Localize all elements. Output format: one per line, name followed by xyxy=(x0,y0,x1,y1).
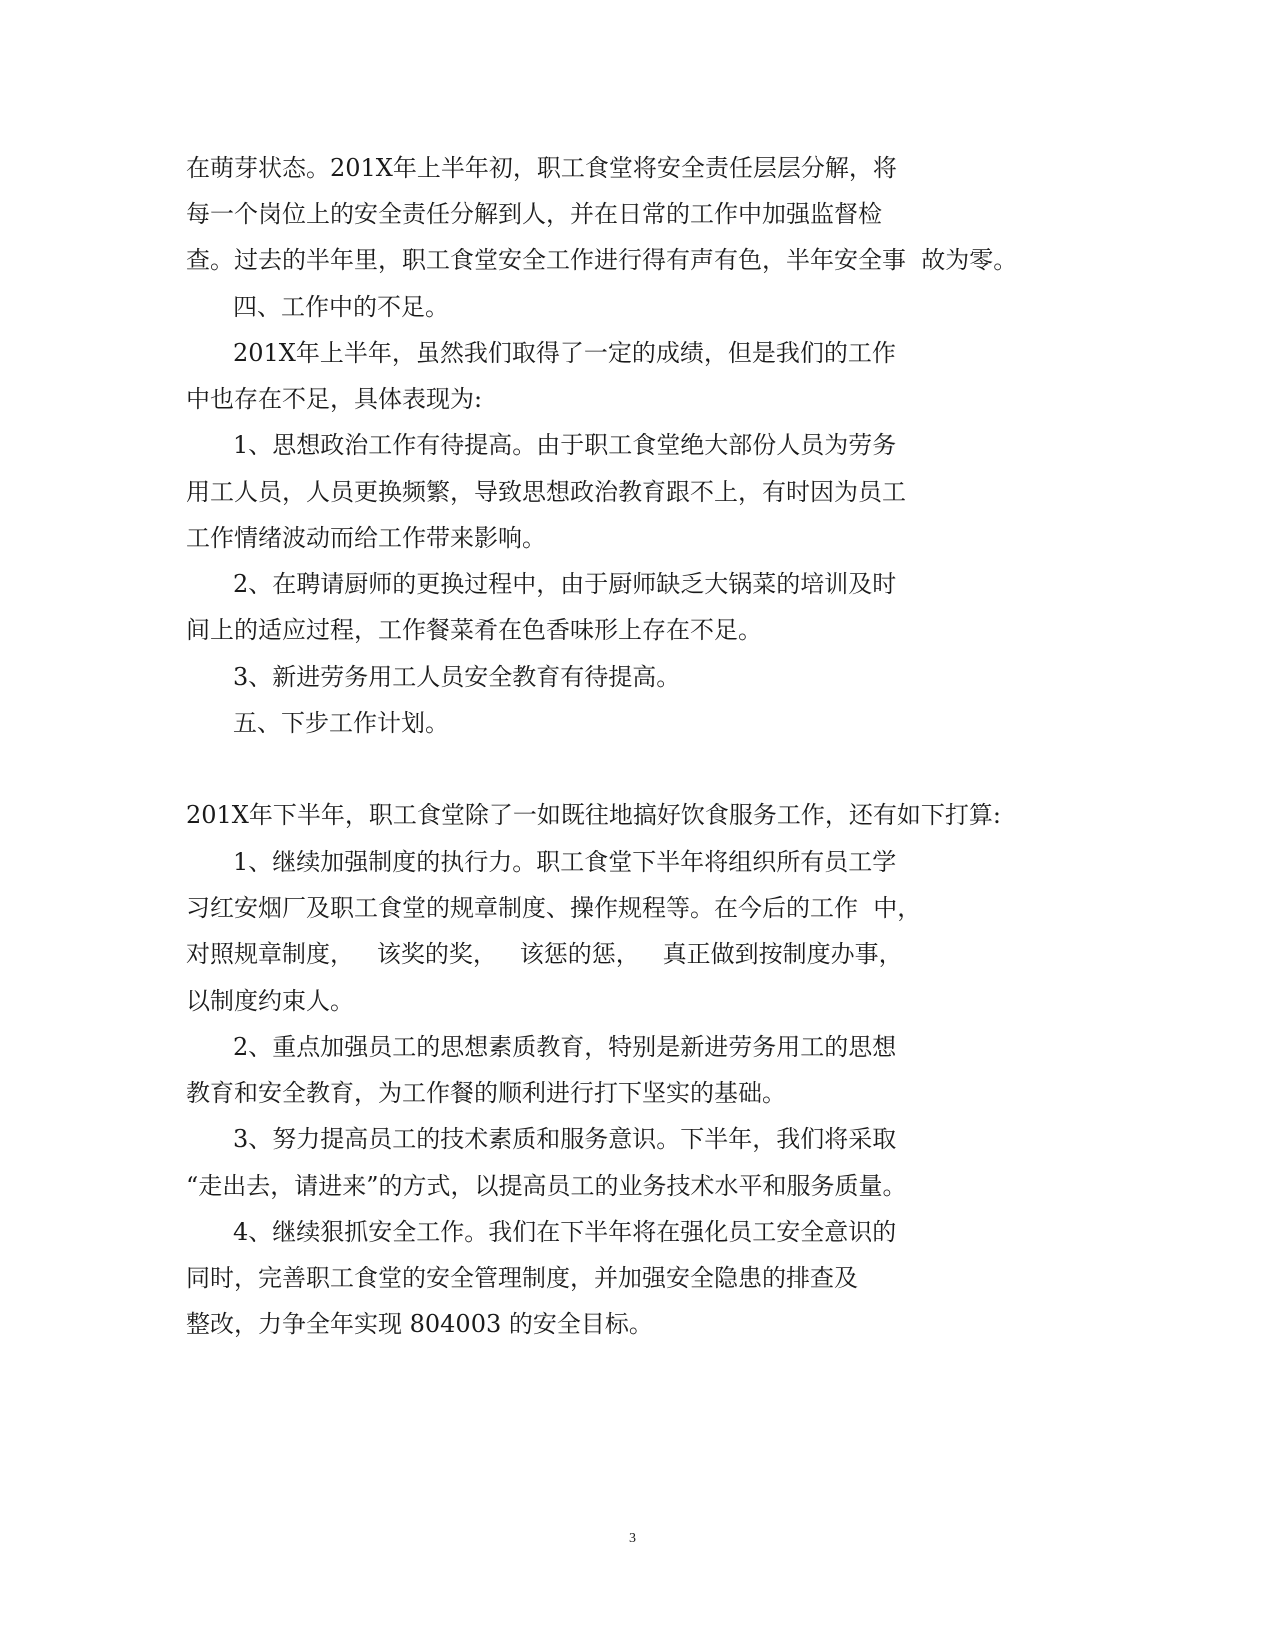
list-item-line: 整改，力争全年实现 804003 的安全目标。 xyxy=(186,1310,653,1338)
paragraph-line: 每一个岗位上的安全责任分解到人，并在日常的工作中加强监督检 xyxy=(186,200,882,228)
list-item-line: 教育和安全教育，为工作餐的顺利进行打下坚实的基础。 xyxy=(186,1079,786,1107)
list-item-line: 习红安烟厂及职工食堂的规章制度、操作规程等。在今后的工作 中， xyxy=(186,894,922,922)
list-item-line: 4、继续狠抓安全工作。我们在下半年将在强化员工安全意识的 xyxy=(233,1218,897,1246)
paragraph-line: 查。过去的半年里，职工食堂安全工作进行得有声有色，半年安全事 故为零。 xyxy=(186,246,1018,274)
list-item-line: 2、重点加强员工的思想素质教育，特别是新进劳务用工的思想 xyxy=(233,1033,897,1061)
page-number: 3 xyxy=(629,1531,636,1546)
paragraph-line: 201X年下半年，职工食堂除了一如既往地搞好饮食服务工作，还有如下打算: xyxy=(186,801,1001,829)
list-item-line: 间上的适应过程，工作餐菜肴在色香味形上存在不足。 xyxy=(186,616,762,644)
list-item-line: 用工人员，人员更换频繁，导致思想政治教育跟不上，有时因为员工 xyxy=(186,478,906,506)
paragraph-line: 在萌芽状态。201X年上半年初，职工食堂将安全责任层层分解，将 xyxy=(186,154,897,182)
list-item-line: 1、思想政治工作有待提高。由于职工食堂绝大部份人员为劳务 xyxy=(233,431,897,459)
list-item-line: 同时，完善职工食堂的安全管理制度，并加强安全隐患的排查及 xyxy=(186,1264,858,1292)
list-item-line: 2、在聘请厨师的更换过程中，由于厨师缺乏大锅菜的培训及时 xyxy=(233,570,897,598)
list-item-line: 1、继续加强制度的执行力。职工食堂下半年将组织所有员工学 xyxy=(233,848,897,876)
list-item-line: 以制度约束人。 xyxy=(186,987,354,1015)
section-heading: 四、工作中的不足。 xyxy=(233,293,449,321)
paragraph-line: 201X年上半年，虽然我们取得了一定的成绩，但是我们的工作 xyxy=(233,339,896,367)
list-item-line: 3、新进劳务用工人员安全教育有待提高。 xyxy=(233,663,681,691)
list-item-line: “走出去，请进来”的方式，以提高员工的业务技术水平和服务质量。 xyxy=(186,1172,907,1200)
section-heading: 五、下步工作计划。 xyxy=(233,709,449,737)
list-item-line: 对照规章制度， 该奖的奖， 该惩的惩， 真正做到按制度办事， xyxy=(186,940,903,968)
paragraph-line: 中也存在不足，具体表现为: xyxy=(186,385,483,413)
list-item-line: 3、努力提高员工的技术素质和服务意识。下半年，我们将采取 xyxy=(233,1125,897,1153)
list-item-line: 工作情绪波动而给工作带来影响。 xyxy=(186,524,546,552)
